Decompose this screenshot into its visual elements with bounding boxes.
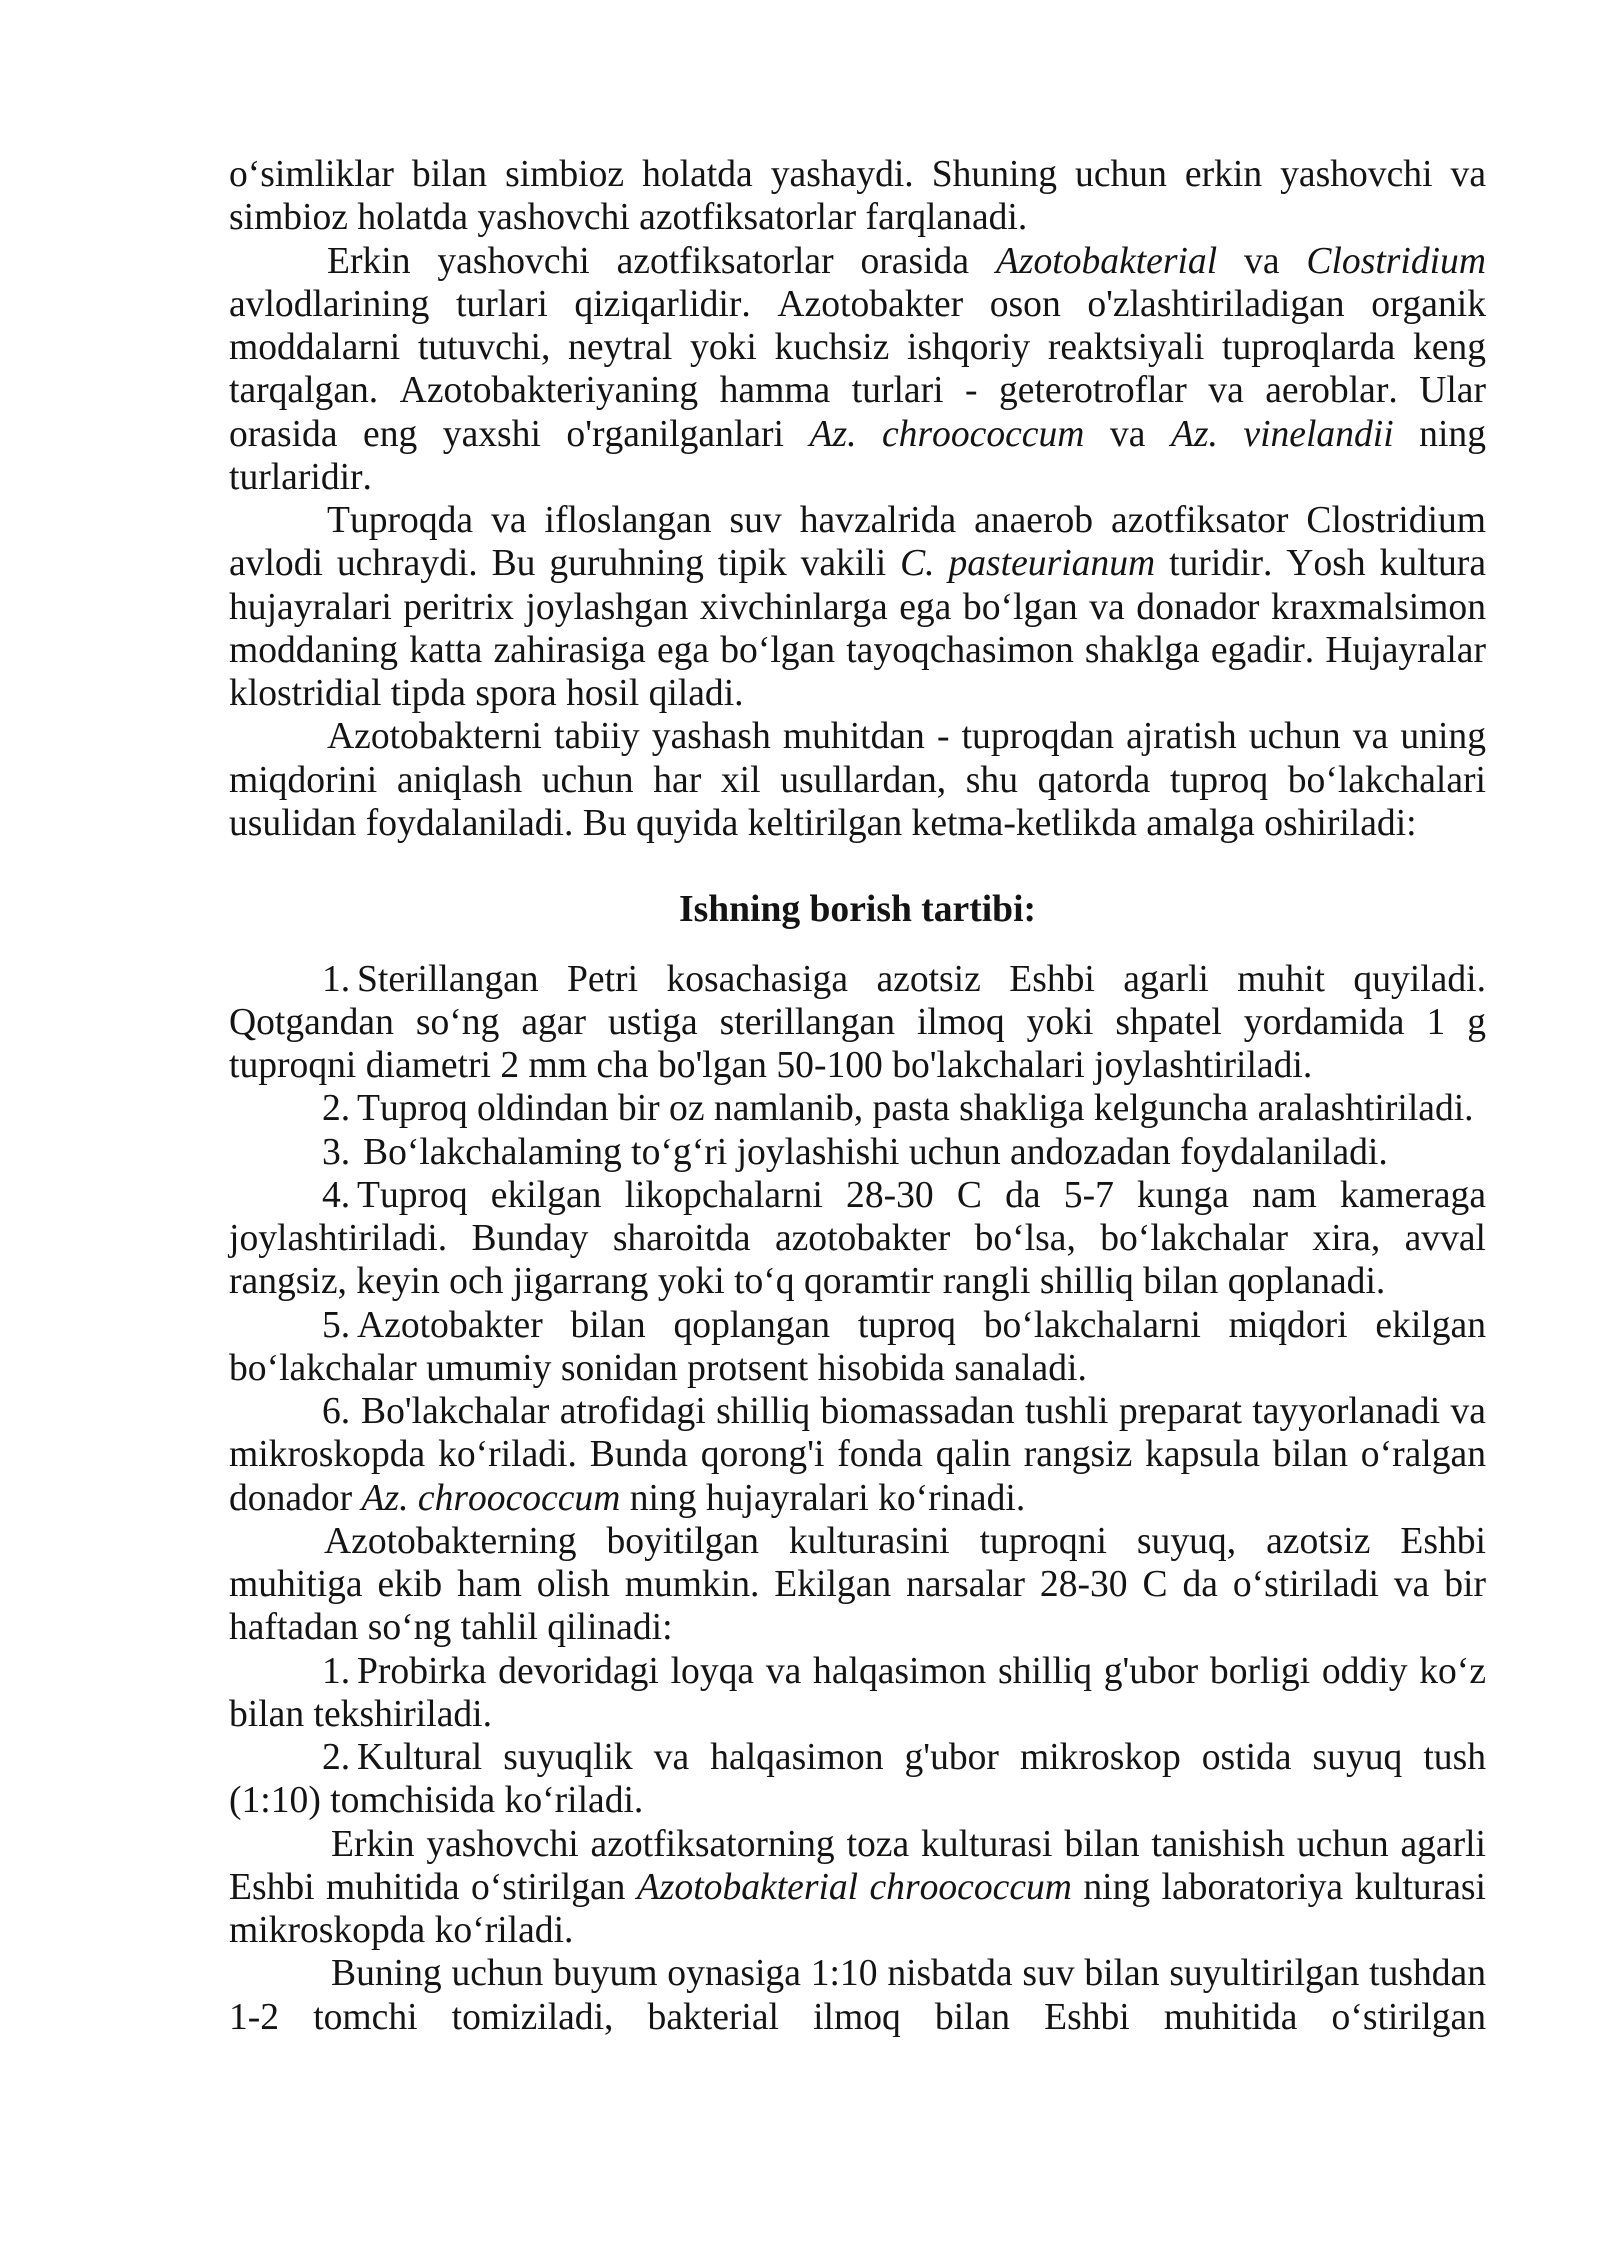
step-number: 3. (322, 1131, 351, 1173)
step-number: 1. (322, 1650, 351, 1692)
italic-term: Azotobakterial (995, 240, 1218, 282)
italic-term: Az. chroococcum (361, 1477, 621, 1519)
section-heading: Ishning borish tartibi: (678, 889, 1037, 931)
text-run: va (1217, 240, 1307, 282)
italic-term: Azotobakterial chroococcum (636, 1866, 1072, 1908)
step-number: 1. (322, 958, 351, 1000)
step-text: Tuproq ekilgan likopchalarni 28-30 C da 5-7 kunga nam kameraga joylashtiriladi. Bunday sharoitda azotobakter bo‘lsa, bo‘lakchalar xira, avval rangsiz, keyin och jigarrang yoki to‘q qoramtir rangli shilliq bilan qoplanadi. (229, 1174, 1486, 1303)
procedure-step (229, 958, 1486, 1088)
enrichment-step (229, 1650, 1486, 1737)
body-paragraph (229, 1823, 1486, 1953)
text-run: Erkin yashovchi azotfiksatorlar orasida (327, 240, 996, 282)
step-number: 2. (322, 1088, 351, 1130)
text-run: Azotobakterning boyitilgan kulturasini tuproqni suyuq, azotsiz Eshbi muhitiga ekib ham olish mumkin. Ekilgan narsalar 28-30 C da o‘stiriladi va bir haftadan so‘ng tahlil qilinadi: (229, 1520, 1486, 1649)
step-text: Tuproq oldindan bir oz namlanib, pasta shakliga kelguncha aralashtiriladi. (357, 1088, 1474, 1130)
step-text: Probirka devoridagi loyqa va halqasimon shilliq g'ubor borligi oddiy ko‘z bilan tekshiriladi. (229, 1650, 1486, 1735)
italic-term: C. pasteurianum (900, 543, 1156, 585)
body-paragraph (229, 1952, 1486, 2039)
text-run: Buning uchun buyum oynasiga 1:10 nisbatda suv bilan suyultirilgan tushdan 1-2 tomchi tomiziladi, bakterial ilmoq bilan Eshbi muhitida o‘stirilgan (229, 1953, 1486, 2038)
text-run: ning laboratoriya kulturasi mikroskopda ko‘riladi. (229, 1866, 1486, 1951)
text-run: Azotobakterni tabiiy yashash muhitdan - tuproqdan ajratish uchun va uning miqdorini aniqlash uchun har xil usullardan, shu qatorda tuproq bo‘lakchalari usulidan foydalaniladi. Bu quyida keltirilgan ketma-ketlikda amalga oshiriladi: (229, 716, 1486, 844)
body-paragraph (229, 715, 1486, 845)
step-text: Kultural suyuqlik va halqasimon g'ubor mikroskop ostida suyuq tush (1:10) tomchisida ko‘riladi. (229, 1737, 1486, 1822)
text-run: o‘simliklar bilan simbioz holatda yashaydi. Shuning uchun erkin yashovchi va simbioz holatda yashovchi azotfiksatorlar farqlanadi. (229, 154, 1486, 239)
text-run: Erkin yashovchi azotfiksatorning toza kulturasi bilan tanishish uchun agarli Eshbi muhitida o‘stirilgan (229, 1823, 1486, 1908)
step-text: Bo'lakchalar atrofidagi shilliq biomassadan tushli preparat tayyorlanadi va mikroskopda ko‘riladi. Bunda qorong'i fonda qalin rangsiz kapsula bilan o‘ralgan donador (229, 1391, 1486, 1519)
step-text: ning hujayralari ko‘rinadi. (620, 1477, 1026, 1519)
text-run: avlodlarining turlari qiziqarlidir. Azotobakter oson o'zlashtiriladigan organik moddalarni tutuvchi, neytral yoki kuchsiz ishqoriy reaktsiyali tuproqlarda keng tarqalgan. Azotobakteriyaning hamma turlari - geterotroflar va aeroblar. Ular orasida eng yaxshi o'rganilganlari (229, 283, 1486, 455)
body-paragraph (229, 1520, 1486, 1650)
step-number: 6. (322, 1391, 351, 1432)
step-text: Sterillangan Petri kosachasiga azotsiz Eshbi agarli muhit quyiladi. Qotgandan so‘ng agar ustiga sterillangan ilmoq yoki shpatel yordamida 1 g tuproqni diametri 2 mm cha bo'lgan 50-100 bo'lakchalari joylashtiriladi. (229, 958, 1486, 1086)
italic-term: Az. vinelandii (1170, 413, 1394, 455)
document-page (229, 153, 1486, 2039)
procedure-step (229, 1304, 1486, 1391)
step-number: 5. (322, 1304, 351, 1346)
italic-term: Clostridium (1306, 240, 1486, 282)
body-paragraph (229, 240, 1486, 500)
enrichment-step (229, 1736, 1486, 1823)
step-text: Azotobakter bilan qoplangan tuproq bo‘lakchalarni miqdori ekilgan bo‘lakchalar umumiy sonidan protsent hisobida sanaladi. (229, 1304, 1486, 1389)
procedure-step (229, 1390, 1486, 1520)
text-run: Tuproqda va ifloslangan suv havzalrida anaerob azotfiksator Clostridium avlodi uchraydi. Bu guruhning tipik vakili (229, 500, 1486, 585)
step-number: 4. (322, 1174, 351, 1216)
procedure-step (229, 1087, 1486, 1130)
body-paragraph (229, 499, 1486, 715)
procedure-step (229, 1174, 1486, 1304)
step-text: Bo‘lakchalaming to‘g‘ri joylashishi uchun andozadan foydalaniladi. (363, 1131, 1388, 1173)
text-run: va (1084, 413, 1171, 455)
step-number: 2. (322, 1737, 351, 1778)
text-run: turidir. Yosh kultura hujayralari peritrix joylashgan xivchinlarga ega bo‘lgan va donador kraxmalsimon moddaning katta zahirasiga ega bo‘lgan tayoqchasimon shaklga egadir. Hujayralar klostridial tipda spora hosil qiladi. (229, 543, 1486, 714)
text-run: ning turlaridir. (229, 413, 1486, 498)
body-paragraph (229, 153, 1486, 240)
procedure-step (229, 1131, 1486, 1174)
italic-term: Az. chroococcum (809, 413, 1085, 455)
